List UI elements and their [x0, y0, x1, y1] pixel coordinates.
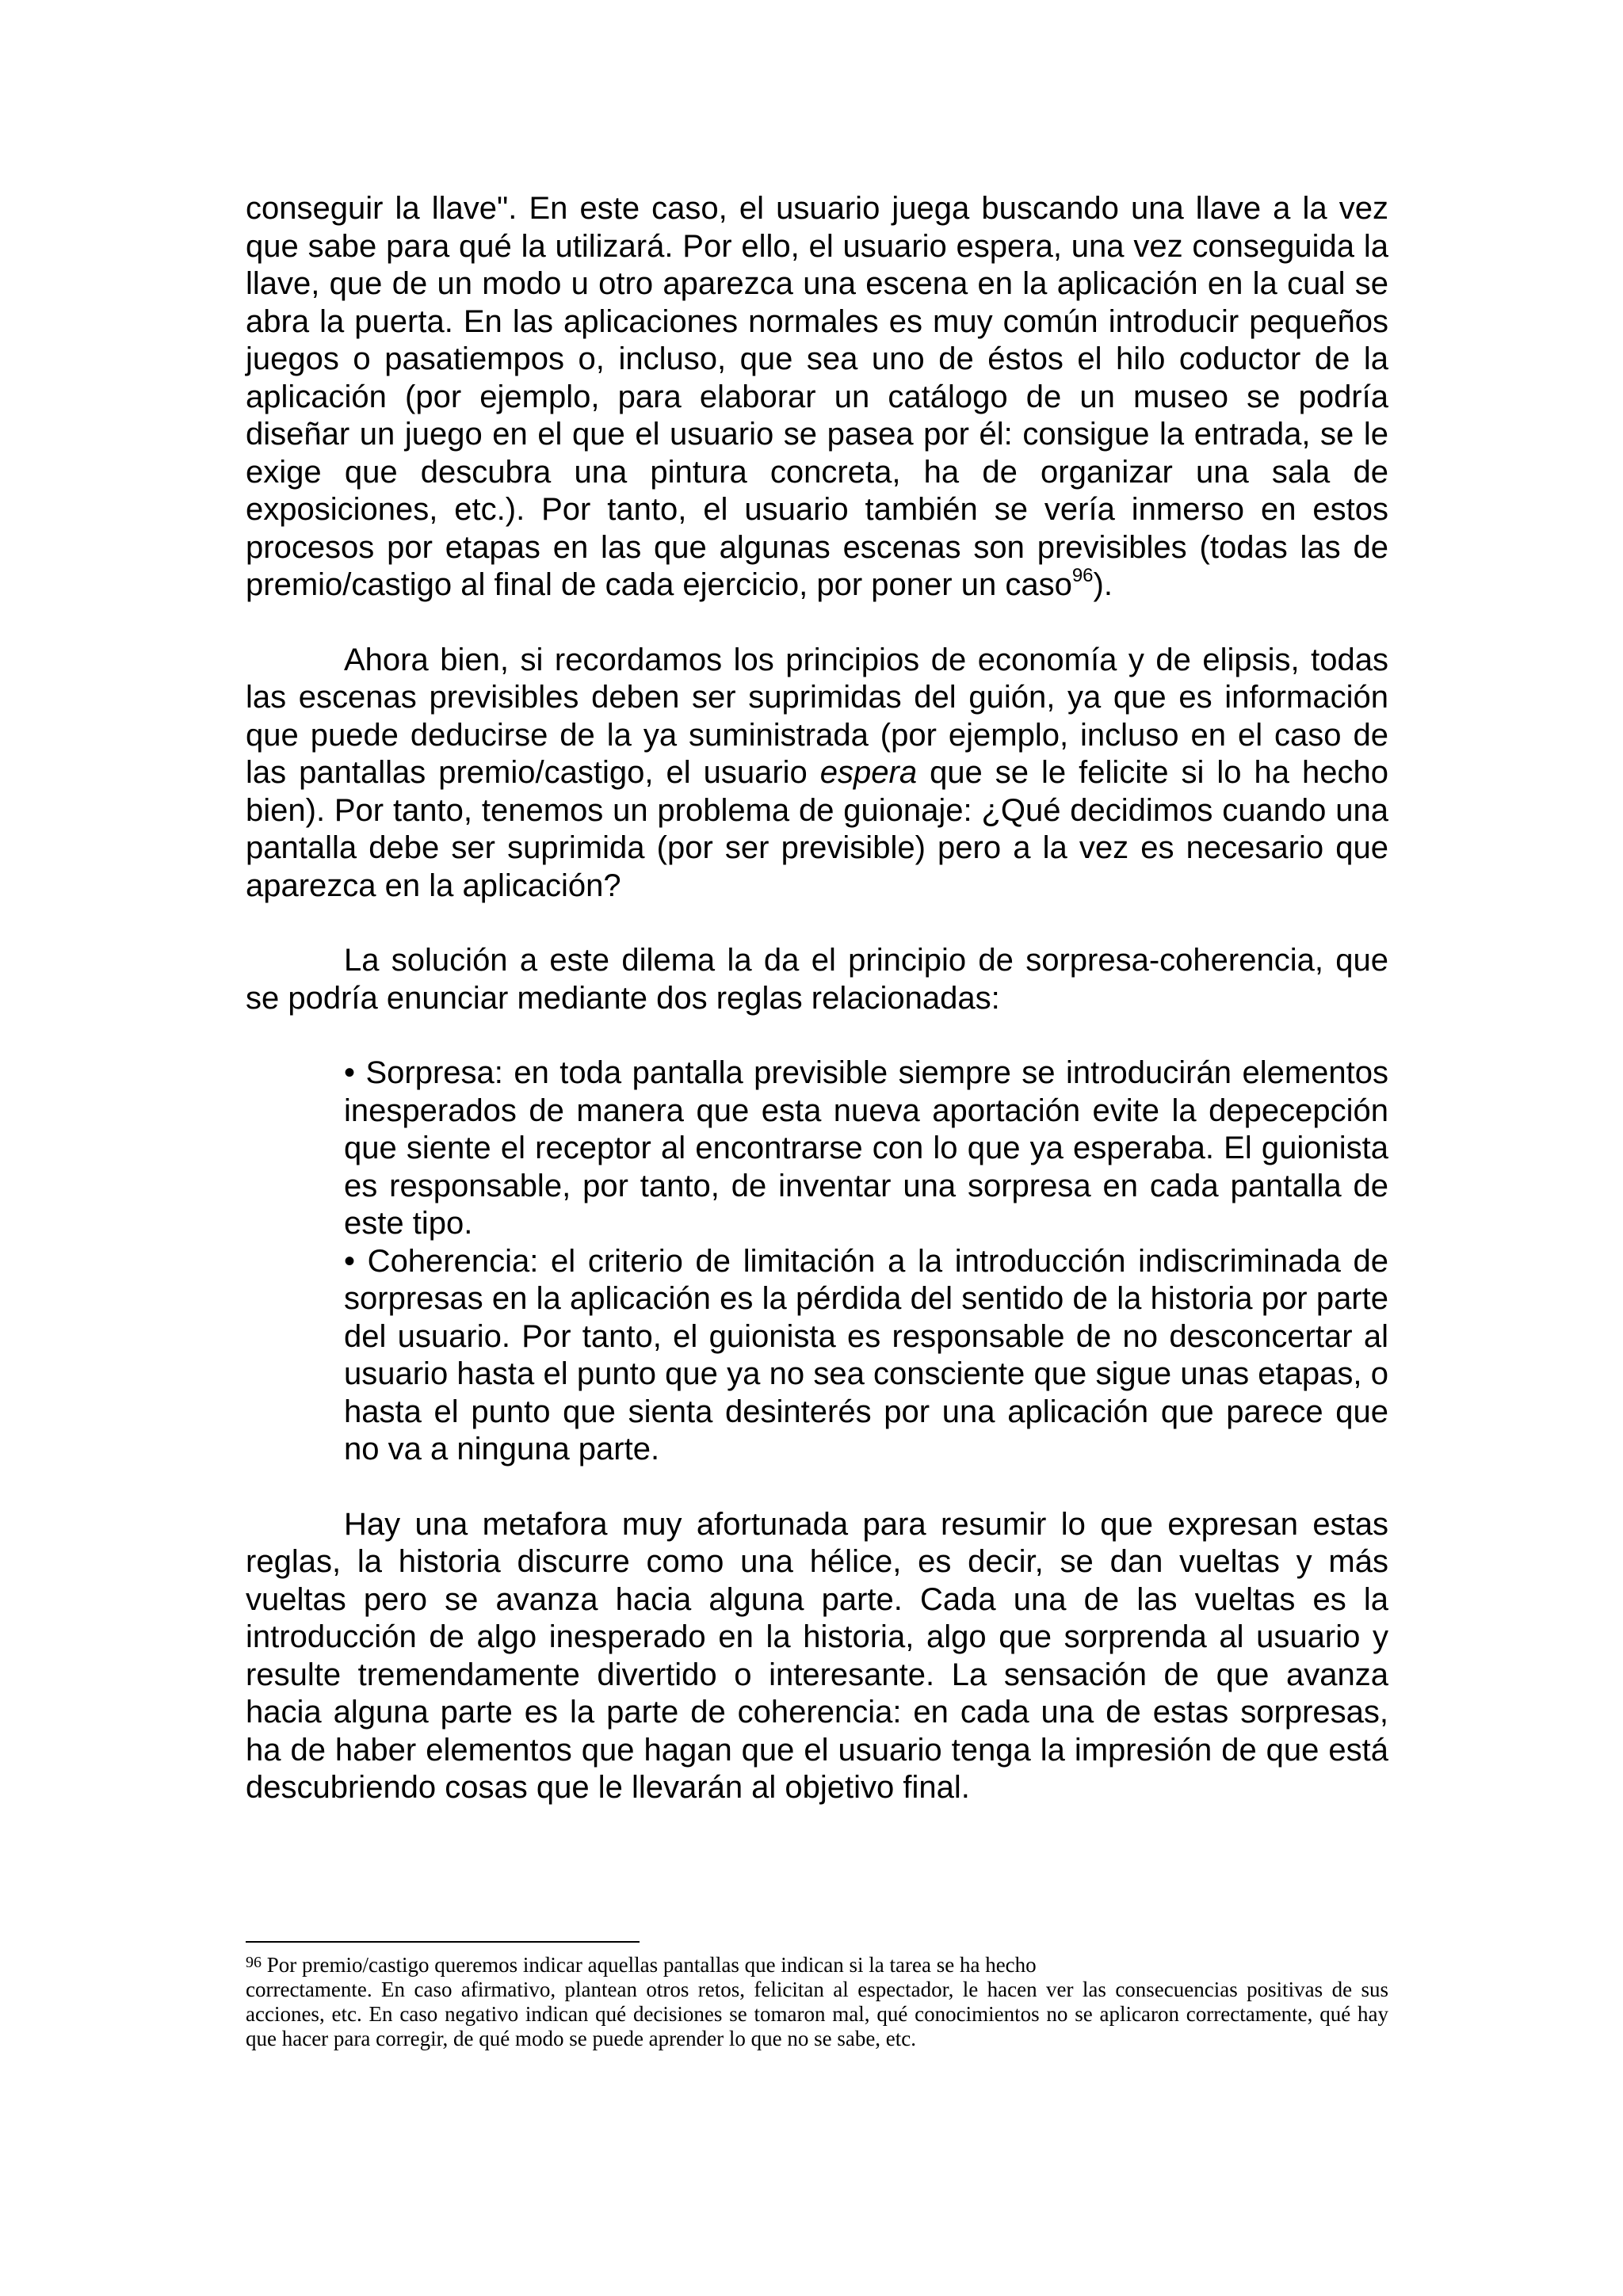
rule-sorpresa: • Sorpresa: en toda pantalla previsible siempre se introducirán elementos inesperados de manera que esta nueva aportación evite la depecepción que siente el receptor al encontrarse con lo que ya esperaba. El guionista es responsable, por tanto, de inventar una sorpresa en cada pantalla de este tipo.: [344, 1055, 1388, 1241]
footnote-first-line: [246, 1953, 1388, 1978]
body-text: [246, 190, 1388, 1807]
paragraph-1-text: conseguir la llave". En este caso, el usuario juega buscando una llave a la vez que sabe para qué la utilizará. Por ello, el usuario espera, una vez conseguida la llave, que de un modo u otro aparezca una escena en la aplicación en la cual se abra la puerta. En las aplicaciones normales es muy común introducir pequeños juegos o pasatiempos o, incluso, que sea uno de éstos el hilo coductor de la aplicación (por ejemplo, para elaborar un catálogo de un museo se podría diseñar un juego en el que el usuario se pasea por él: consigue la entrada, se le exige que descubra una pintura concreta, ha de organizar una sala de exposiciones, etc.). Por tanto, el usuario también se vería inmerso en estos procesos por etapas en las que algunas escenas son previsibles (todas las de premio/castigo al final de cada ejercicio, por poner un caso: [246, 191, 1388, 602]
paragraph-2-text-a: Ahora bien, si recordamos los principios de economía y de elipsis, todas las escenas previsibles deben ser suprimidas del guión, ya que es información que puede deducirse de la ya suministrada (por ejemplo, incluso en el caso de las pantallas premio/castigo, el usuario: [246, 642, 1388, 790]
footnote-separator: [246, 1941, 640, 1943]
paragraph-economia-elipsis: [246, 642, 1388, 906]
rule-coherencia: • Coherencia: el criterio de limitación a la introducción indiscriminada de sorpresas en la aplicación es la pérdida del sentido de la historia por parte del usuario. Por tanto, el guionista es responsable de no desconcertar al usuario hasta el punto que ya no sea consciente que sigue unas etapas, o hasta el punto que sienta desinterés por una aplicación que parece que no va a ninguna parte.: [344, 1243, 1388, 1466]
footnote-96: [246, 1953, 1388, 2051]
rules-list: [344, 1055, 1388, 1469]
paragraph-2-text-b: que se le felicite si lo ha hecho bien). Por tanto, tenemos un problema de guionaje: ¿Qué decidimos cuando una pantalla debe ser suprimida (por ser previsible) pero a la vez es necesario que aparezca en la aplicación?: [246, 755, 1388, 903]
paragraph-1-end: ).: [1093, 567, 1113, 602]
paragraph-metafora-helice: Hay una metafora muy afortunada para resumir lo que expresan estas reglas, la historia discurre como una hélice, es decir, se dan vueltas y más vueltas pero se avanza hacia alguna parte. Cada una de las vueltas es la introducción de algo inesperado en la historia, algo que sorprenda al usuario y resulte tremendamente divertido o interesante. La sensación de que avanza hacia alguna parte es la parte de coherencia: en cada una de estas sorpresas, ha de haber elementos que hagan que el usuario tenga la impresión de que está descubriendo cosas que le llevarán al objetivo final.: [246, 1506, 1388, 1805]
paragraph-continuation: [246, 190, 1388, 605]
paragraph-sorpresa-coherencia: La solución a este dilema la da el principio de sorpresa-coherencia, que se podría enunciar mediante dos reglas relacionadas:: [246, 943, 1388, 1016]
footnote-reference-96[interactable]: 96: [1071, 565, 1094, 586]
footnote-mark: 96: [246, 1954, 262, 1971]
emphasis-espera: espera: [819, 755, 918, 790]
footnote-text-rest: correctamente. En caso afirmativo, plantean otros retos, felicitan al espectador, le hacen ver las consecuencias positivas de sus acciones, etc. En caso negativo indican qué decisiones se tomaron mal, qué conocimientos no se aplicaron correctamente, qué hay que hacer para corregir, de qué modo se puede aprender lo que no se sabe, etc.: [246, 1978, 1388, 2050]
footnote-text-first-line: Por premio/castigo queremos indicar aquellas pantallas que indican si la tarea se ha hecho: [266, 1953, 1037, 1977]
